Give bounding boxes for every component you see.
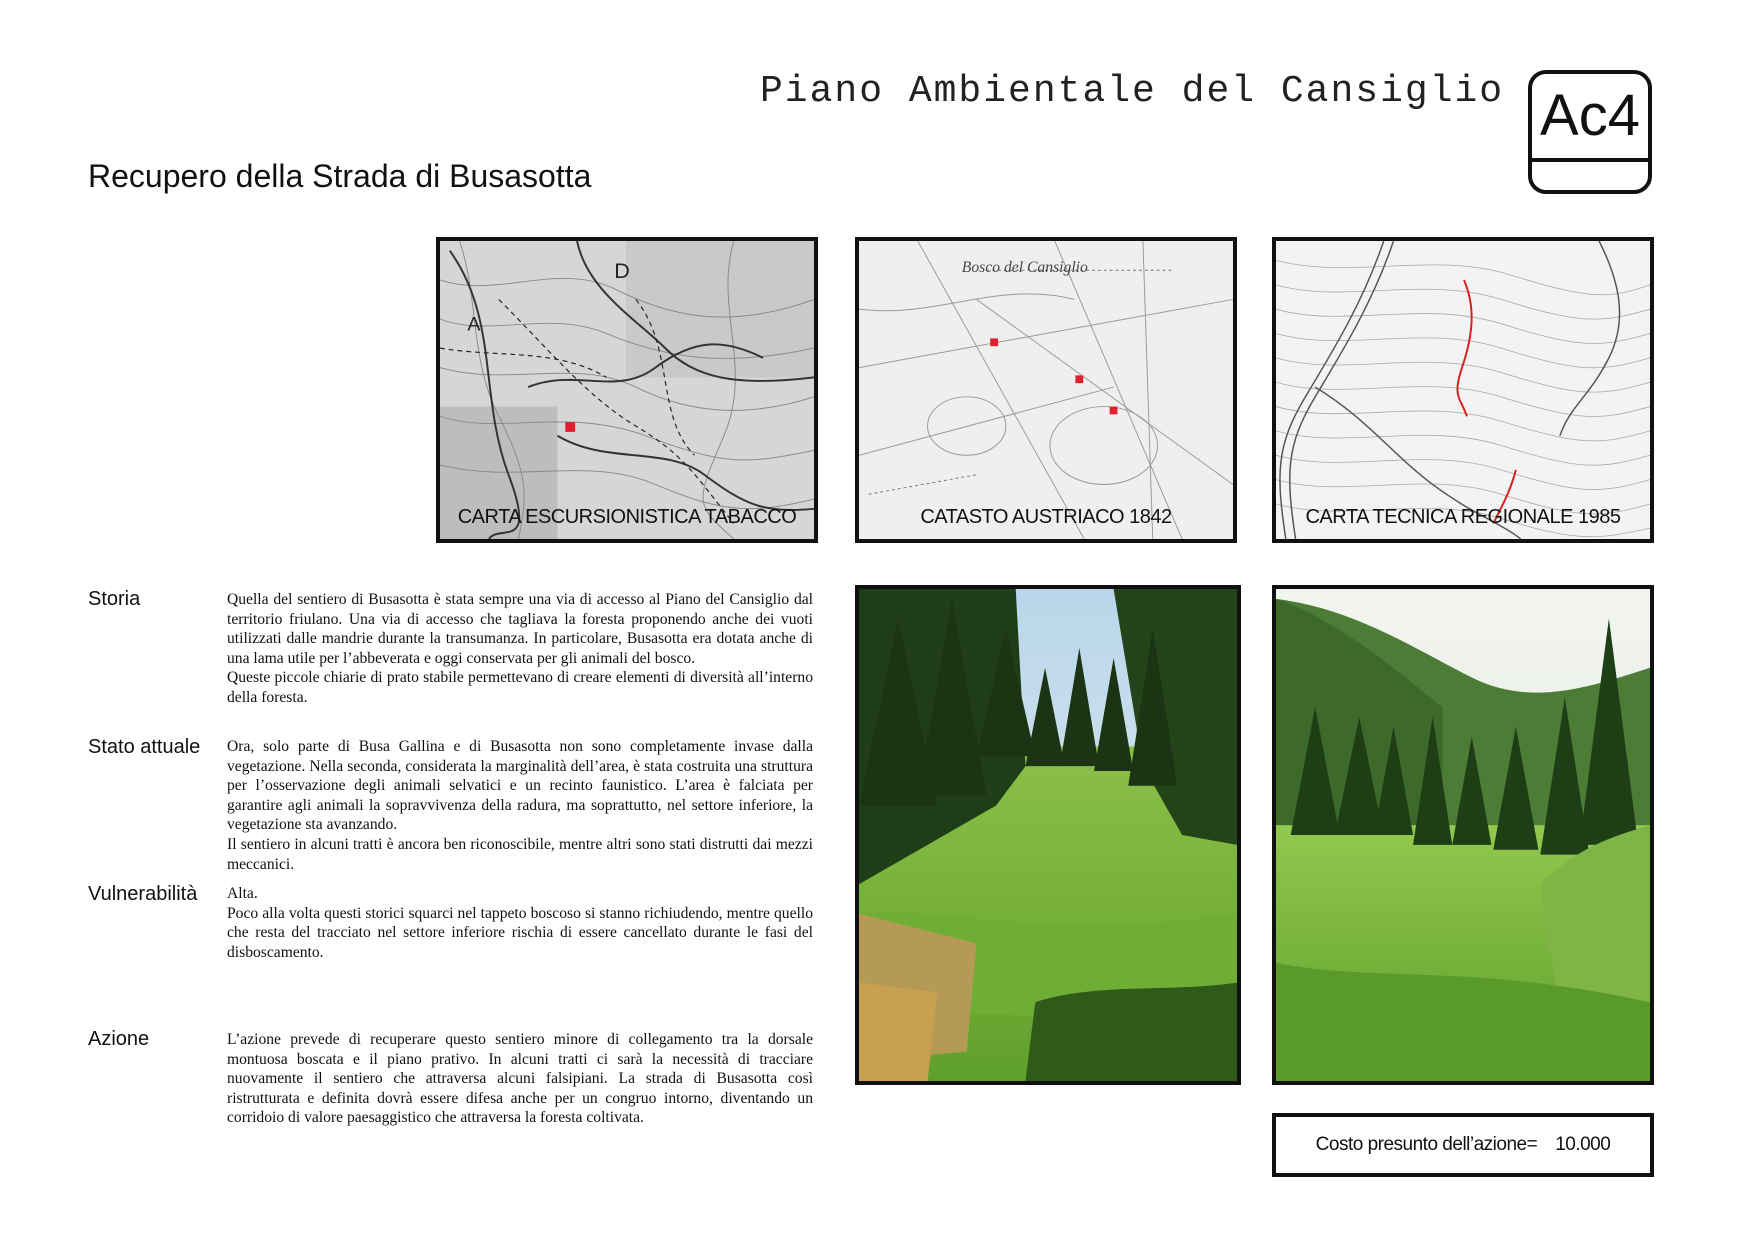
sheet-code-badge <box>1528 70 1652 194</box>
section-text-storia <box>227 590 813 708</box>
cost-value: 10.000 <box>1555 1134 1611 1155</box>
vulnerabilita-paragraph: Alta. <box>227 885 258 902</box>
section-text-vulnerabilita <box>227 884 813 962</box>
section-text-azione <box>227 1030 813 1128</box>
document-header-title: Piano Ambientale del Cansiglio <box>760 70 1505 113</box>
page-title: Recupero della Strada di Busasotta <box>88 158 592 194</box>
azione-paragraph: L’azione prevede di recuperare questo sentiero minore di collegamento tra la dorsale montuosa boscata e il piano prativo. In alcuni tratti ci sarà la necessità di tracciare nuovamente il sentiero che attraversa alcuni falsipiani. La strada di Busasotta così ristrutturata e definita dovrà essere difesa anche per un congruo intorno, diventando un corridoio di valore paesaggistico che attraversa la foresta coltivata. <box>227 1031 813 1127</box>
photo-valley <box>1272 585 1654 1085</box>
photo-clearing <box>855 585 1241 1085</box>
cost-label: Costo presunto dell’azione= <box>1315 1134 1538 1155</box>
map-tabacco-image <box>440 241 814 539</box>
map-tabacco-label-d: D <box>614 259 630 283</box>
sheet-code: Ac4 <box>1540 83 1640 148</box>
map-tabacco <box>436 237 818 543</box>
location-marker <box>1075 375 1083 383</box>
stato-attuale-paragraph: Il sentiero in alcuni tratti è ancora ben riconoscibile, mentre altri sono stati distrutti dai mezzi meccanici. <box>227 835 813 873</box>
section-label-azione: Azione <box>88 1028 150 1050</box>
location-marker <box>565 422 575 432</box>
badge-divider <box>1532 158 1648 162</box>
map-catasto-image <box>859 241 1233 539</box>
photo-clearing-image <box>859 589 1237 1081</box>
section-text-stato-attuale <box>227 737 813 874</box>
location-marker <box>1110 407 1118 415</box>
map-catasto <box>855 237 1237 543</box>
section-label-storia: Storia <box>88 588 141 610</box>
cost-box <box>1272 1113 1654 1177</box>
map-caption-ctr: CARTA TECNICA REGIONALE 1985 <box>1305 506 1621 528</box>
map-caption-catasto: CATASTO AUSTRIACO 1842 <box>920 506 1172 528</box>
stato-attuale-paragraph: Ora, solo parte di Busa Gallina e di Busasotta non sono completamente invase dalla vegetazione. Nella seconda, considerata la marginalità dell’area, è stata costruita una struttura per l’osservazione degli animali selvatici e un recinto faunistico. L’area è falciata per garantire agli animali la sopravvivenza della radura, ma soprattutto, nel settore inferiore, la vegetazione sta avanzando. <box>227 738 813 834</box>
storia-paragraph: Quella del sentiero di Busasotta è stata sempre una via di accesso al Piano del Cansiglio dal territorio friulano. Una via di accesso che tagliava la foresta proponendo anche dei vuoti utilizzati dalle mandrie durante la transumanza. In particolare, Busasotta era dotata anche di una lama utile per l’abbeverata e oggi conservata per gli animali del bosco. <box>227 591 813 667</box>
photo-valley-image <box>1276 589 1650 1081</box>
location-marker <box>990 338 998 346</box>
vulnerabilita-paragraph: Poco alla volta questi storici squarci nel tappeto boscoso si stanno richiudendo, mentre quello che resta del tracciato nel settore inferiore rischia di essere cancellato durante le fasi del disboscamento. <box>227 904 813 961</box>
map-ctr-image <box>1276 241 1650 539</box>
map-tabacco-label-a: A <box>467 313 481 336</box>
map-catasto-title: Bosco del Cansiglio <box>961 259 1088 277</box>
map-caption-tabacco: CARTA ESCURSIONISTICA TABACCO <box>457 506 797 528</box>
section-label-vulnerabilita: Vulnerabilità <box>88 883 198 905</box>
map-ctr <box>1272 237 1654 543</box>
section-label-stato-attuale: Stato attuale <box>88 736 201 758</box>
storia-paragraph: Queste piccole chiarie di prato stabile permettevano di creare elementi di diversità all’interno della foresta. <box>227 669 813 706</box>
